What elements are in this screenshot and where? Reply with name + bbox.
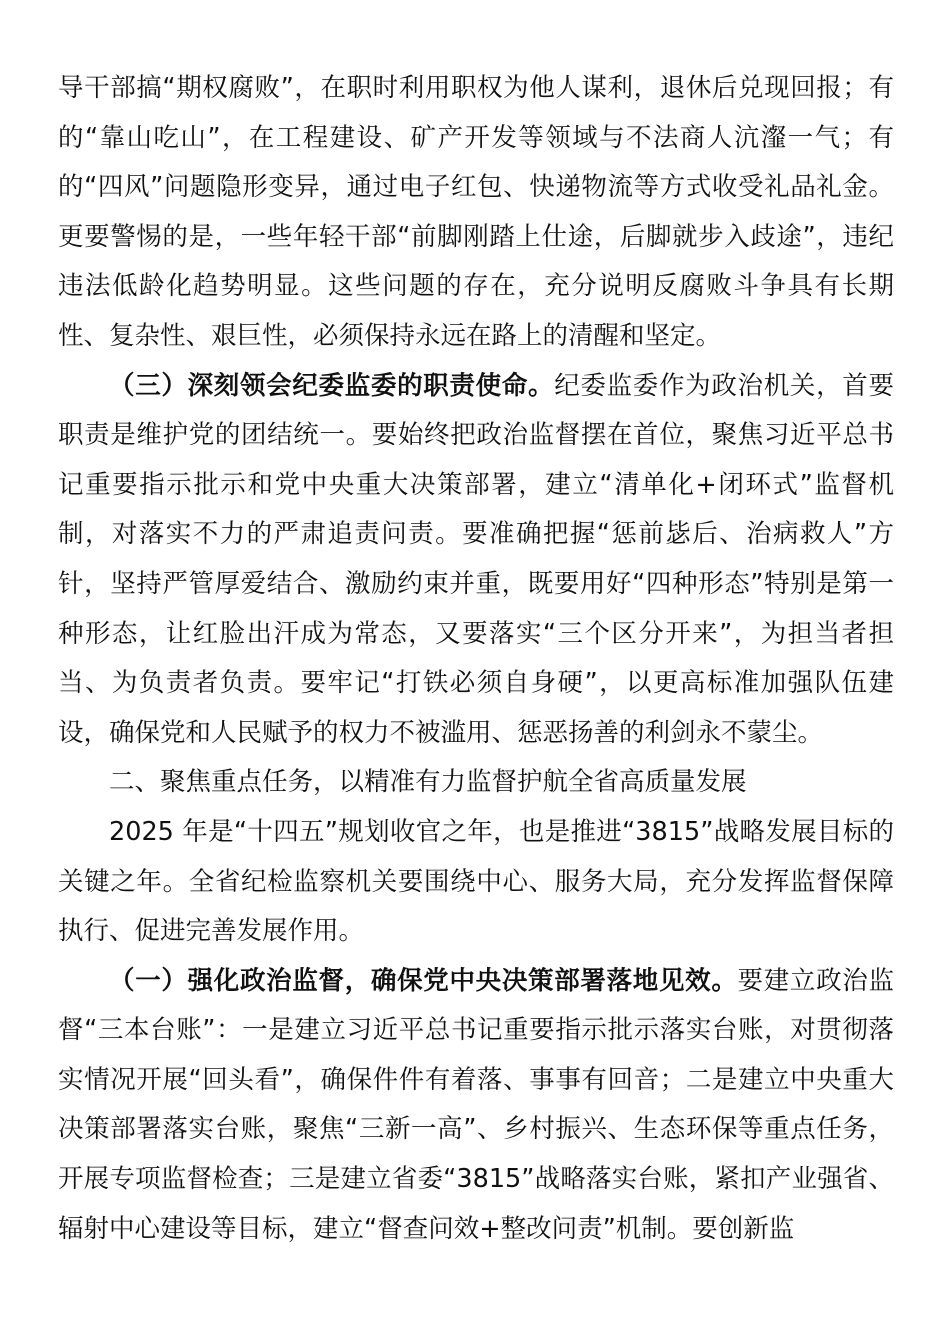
paragraph-lead-heading: （一）强化政治监督，确保党中央决策部署落地见效。 [109, 965, 738, 996]
paragraph-text: 纪委监委作为政治机关，首要职责是维护党的团结统一。要始终把政治监督摆在首位，聚焦习近平总书记重要指示批示和党中央重大决策部署，建立“清单化+闭环式”监督机制，对落实不力的严肃追责问责。要准确把握“惩前毖后、治病救人”方针，坚持严管厚爱结合、激励约束并重，既要用好“四种形态”特别是第一种形态，让红脸出汗成为常态，又要落实“三个区分开来”，为担当者担当、为负责者负责。要牢记“打铁必须自身硬”，以更高标准加强队伍建设，确保党和人民赋予的权力不被滥用、惩恶扬善的利剑永不蒙尘。 [58, 370, 894, 748]
paragraph-2025-intro [58, 808, 894, 957]
paragraph-political-supervision [58, 957, 894, 1255]
paragraph-text: 要建立政治监督“三本台账”：一是建立习近平总书记重要指示批示落实台账，对贯彻落实情况开展“回头看”，确保件件有着落、事事有回音；二是建立中央重大决策部署落实台账，聚焦“三新一高”、乡村振兴、生态环保等重点任务，开展专项监督检查；三是建立省委“3815”战略落实台账，紧扣产业强省、辐射中心建设等目标，建立“督查问效+整改问责”机制。要创新监 [58, 965, 894, 1244]
paragraph-text: 导干部搞“期权腐败”，在职时利用职权为他人谋利，退休后兑现回报；有的“靠山吃山”，在工程建设、矿产开发等领域与不法商人沆瀣一气；有的“四风”问题隐形变异，通过电子红包、快递物流等方式收受礼品礼金。更要警惕的是，一些年轻干部“前脚刚踏上仕途，后脚就步入歧途”，违纪违法低龄化趋势明显。这些问题的存在，充分说明反腐败斗争具有长期性、复杂性、艰巨性，必须保持永远在路上的清醒和坚定。 [58, 73, 894, 351]
section-heading-text: 二、聚焦重点任务，以精准有力监督护航全省高质量发展 [109, 767, 747, 798]
section-heading-2 [58, 758, 894, 808]
document-page [58, 64, 894, 1254]
paragraph-duty-mission [58, 362, 894, 759]
paragraph-text: 2025 年是“十四五”规划收官之年，也是推进“3815”战略发展目标的关键之年。全省纪检监察机关要围绕中心、服务大局，充分发挥监督保障执行、促进完善发展作用。 [58, 816, 894, 947]
paragraph-continuation [58, 64, 894, 362]
paragraph-lead-heading: （三）深刻领会纪委监委的职责使命。 [109, 370, 555, 401]
